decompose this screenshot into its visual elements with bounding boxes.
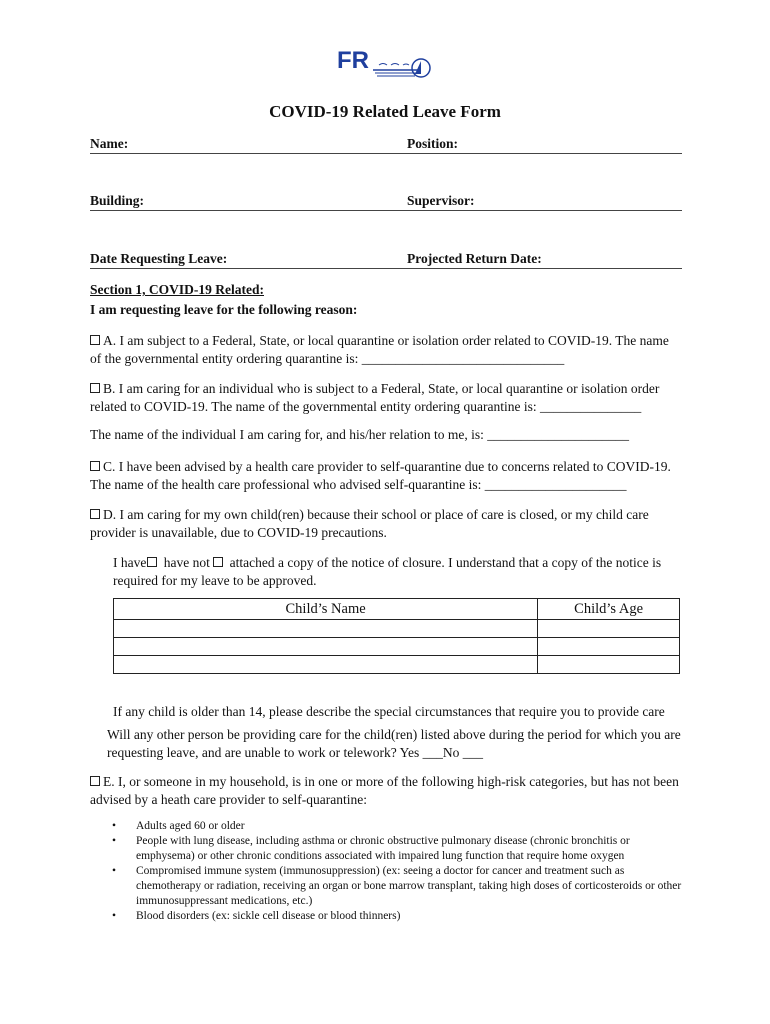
list-item: [112, 909, 682, 924]
list-item: [112, 834, 682, 864]
closure-notice-statement: [113, 554, 681, 590]
table-row: [114, 620, 680, 638]
position-label: Position:: [407, 136, 459, 151]
building-label: Building:: [90, 193, 145, 208]
option-d: [90, 506, 682, 542]
table-row: [114, 638, 680, 656]
child-table: [113, 598, 680, 674]
older-child-statement: If any child is older than 14, please describe the special circumstances that require you to provide care: [113, 704, 665, 719]
option-d-text: D. I am caring for my own child(ren) because their school or place of care is closed, or my child care provider is unavailable, due to COVID-19 precautions.: [90, 507, 649, 540]
list-item: [112, 864, 682, 909]
building-supervisor-line[interactable]: [90, 210, 682, 211]
date-requesting-label: Date Requesting Leave:: [90, 251, 228, 266]
list-item-text: Adults aged 60 or older: [136, 820, 245, 832]
section1-heading: Section 1, COVID-19 Related:: [90, 282, 264, 297]
logo-text: FR: [337, 47, 369, 74]
option-c-checkbox[interactable]: [90, 461, 100, 471]
option-c: [90, 458, 682, 494]
child-age-header: Child’s Age: [538, 599, 680, 620]
list-item: [112, 819, 682, 834]
child-name-header: Child’s Name: [114, 599, 538, 620]
option-c-text: C. I have been advised by a health care provider to self-quarantine due to concerns related to COVID-19. The name of the health care professional who advised self-quarantine is: _____________________: [90, 459, 671, 492]
option-b: [90, 380, 682, 416]
name-label: Name:: [90, 136, 129, 151]
list-item-text: Blood disorders (ex: sickle cell disease or blood thinners): [136, 910, 401, 922]
bullet-glyph: •: [112, 835, 117, 847]
child-name-cell[interactable]: [114, 620, 538, 638]
child-table-header: [114, 599, 680, 620]
option-b-checkbox[interactable]: [90, 383, 100, 393]
option-b-individual: The name of the individual I am caring for, and his/her relation to me, is: _____________________: [90, 427, 629, 442]
bullet-glyph: •: [112, 820, 117, 832]
child-age-cell[interactable]: [538, 656, 680, 674]
bullet-glyph: •: [112, 910, 117, 922]
district-logo: [333, 44, 433, 84]
dates-line[interactable]: [90, 268, 682, 269]
option-a: [90, 332, 682, 368]
option-e-checkbox[interactable]: [90, 776, 100, 786]
bullet-glyph: •: [112, 865, 117, 877]
table-row: [114, 656, 680, 674]
child-name-cell[interactable]: [114, 656, 538, 674]
section1-subheading: I am requesting leave for the following reason:: [90, 302, 358, 317]
have-not-label: have not: [163, 555, 210, 570]
name-position-line[interactable]: [90, 153, 682, 154]
list-item-text: Compromised immune system (immunosuppression) (ex: seeing a doctor for cancer and treatment such as chemotherapy or radiation, receiving an organ or bone marrow transplant, taking high doses of corticosteroids or other immunosuppressant medications, etc.): [136, 865, 682, 907]
option-e-text: E. I, or someone in my household, is in one or more of the following high-risk categories, but has not been advised by a heath care provider to self-quarantine:: [90, 774, 679, 807]
child-name-cell[interactable]: [114, 638, 538, 656]
attached-text: attached a copy of the notice of closure. I understand that a copy of the notice is required for my leave to be approved.: [113, 555, 662, 588]
option-b-text: B. I am caring for an individual who is subject to a Federal, State, or local quarantine or isolation order related to COVID-19. The name of the governmental entity ordering quarantine is: _______________: [90, 381, 660, 414]
form-title: COVID-19 Related Leave Form: [269, 102, 501, 121]
have-not-checkbox[interactable]: [213, 557, 223, 567]
option-a-text: A. I am subject to a Federal, State, or local quarantine or isolation order related to COVID-19. The name of the governmental entity ordering quarantine is: ______________________________: [90, 333, 669, 366]
high-risk-list: [112, 819, 682, 924]
child-age-cell[interactable]: [538, 620, 680, 638]
projected-return-label: Projected Return Date:: [407, 251, 542, 266]
child-age-cell[interactable]: [538, 638, 680, 656]
have-checkbox[interactable]: [147, 557, 157, 567]
supervisor-label: Supervisor:: [407, 193, 475, 208]
option-e: [90, 773, 682, 809]
other-caregiver-question: Will any other person be providing care for the child(ren) listed above during the period for which you are requesting leave, and are unable to work or telework? Yes ___No ___: [107, 727, 681, 760]
list-item-text: People with lung disease, including asthma or chronic obstructive pulmonary disease (chronic bronchitis or emphysema) or other chronic conditions associated with impaired lung function that require home oxygen: [136, 835, 630, 862]
option-a-checkbox[interactable]: [90, 335, 100, 345]
have-label: I have: [113, 555, 147, 570]
option-d-checkbox[interactable]: [90, 509, 100, 519]
